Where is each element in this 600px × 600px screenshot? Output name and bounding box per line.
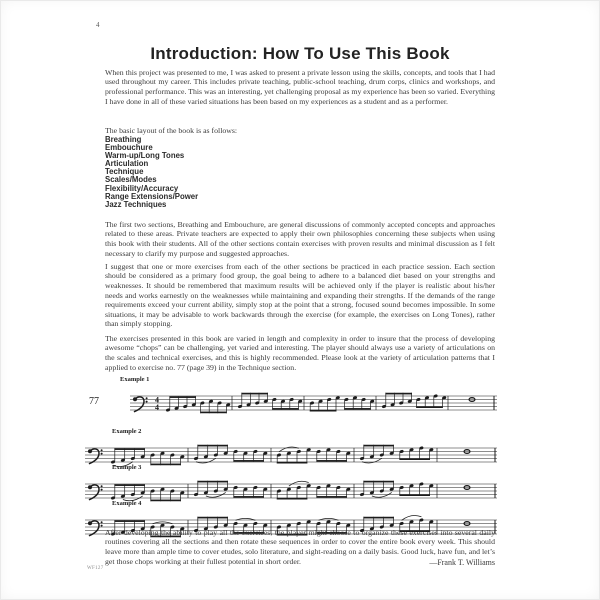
paragraph-intro: When this project was presented to me, I was asked to present a private lesson using the skills, concepts, and tools that I had used throughout my career. This includes private teaching, public-school teaching, drum corps, clinics and workshops, and professional performance. This was an interesting, yet challenging proposal as my experience has been so varied. Everything I have done in all of these varied situations has been based on my experiences as a student and as a performer.: [105, 67, 495, 106]
slur-mark: [372, 492, 392, 497]
section-list-item: Breathing: [105, 135, 142, 144]
section-list-item: Flexibility/Accuracy: [105, 183, 179, 193]
page-number: 4: [96, 21, 100, 29]
section-list-item: Range Extensions/Power: [105, 191, 199, 201]
section-list-item: Warm-up/Long Tones: [105, 151, 185, 161]
paragraph-closing: After developing the ability to play all the exercises, the player might choose to organize these exercises into several daily routines covering all the sections and then rotate these sequences in order to cover the entire book every week. This should leave more than ample time to cover etudes, solo literature, and sight-reading on a daily basis. Good luck, have fun, and let’s get those chops working at their fullest potential in short order.: [105, 527, 495, 566]
catalog-number: WF127: [87, 566, 104, 571]
music-staff-svg: [85, 472, 497, 512]
time-signature-denominator: 4: [155, 402, 159, 412]
paragraph-layout-lead: The basic layout of the book is as follows:: [105, 125, 238, 135]
music-examples: [85, 374, 499, 546]
section-list-item: Embouchure: [105, 143, 153, 153]
slur-mark: [279, 447, 299, 452]
paragraph-practice-advice: I suggest that one or more exercises from each of the other sections be practiced in each practice session. Each section should be considered as a primary food group, the goal being to adhere to a balanced diet based on your strengths and weaknesses. It should be remembered that maximum results will be achieved only if the player is realistic about his/her needs and works earnestly on the weaknesses while maintaining and expanding their strengths. If the demands of the range requirements exceed your current ability, simply stop at the point that a strong, focused sound becomes impossible. In some situations, it may be advisable to work backwards through the exercise (for example, the exercises on Long Tones), rather than simply stopping.: [105, 261, 495, 329]
time-signature-numerator: 4: [155, 395, 159, 405]
example-label: Example 2: [112, 428, 142, 435]
example-label: Example 4: [112, 500, 142, 507]
slur-mark: [402, 515, 422, 520]
slur-mark: [206, 492, 226, 497]
section-list-item: Jazz Techniques: [105, 199, 167, 209]
music-staff-svg: [130, 384, 497, 424]
section-list-item: Technique: [105, 167, 144, 177]
exercise-number: 77: [89, 396, 99, 407]
example-label: Example 1: [120, 376, 150, 383]
example-label: Example 3: [112, 464, 142, 471]
slur-mark: [289, 481, 309, 486]
page-title: Introduction: How To Use This Book: [150, 44, 450, 64]
paragraph-sections-discussion: The first two sections, Breathing and Embouchure, are general discussions of commonly accepted concepts and approaches related to these areas. Private teachers are expected to apply their own philosophies concerning these subjects when using this book with their students. All of the other sections contain exercises with proven results and minimal discussion as I felt necessary to clarify my purpose and suggested approaches.: [105, 219, 495, 258]
paragraph-variety: The exercises presented in this book are varied in length and complexity in order to insure that the process of developing awesome “chops” can be challenging, yet varied and interesting. The player should always use a variety of articulations on the scales and technical exercises, and this is highly recommended. Please look at the variety of articulation patterns that I applied to exercise no. 77 (page 39) in the Technique section.: [105, 333, 495, 372]
author-signature: —Frank T. Williams: [429, 558, 495, 567]
book-section-list: [105, 136, 198, 209]
music-staff-svg: [85, 436, 497, 476]
section-list-item: Articulation: [105, 159, 149, 169]
slur-mark: [196, 458, 216, 463]
section-list-item: Scales/Modes: [105, 175, 157, 185]
slur-mark: [362, 458, 382, 463]
